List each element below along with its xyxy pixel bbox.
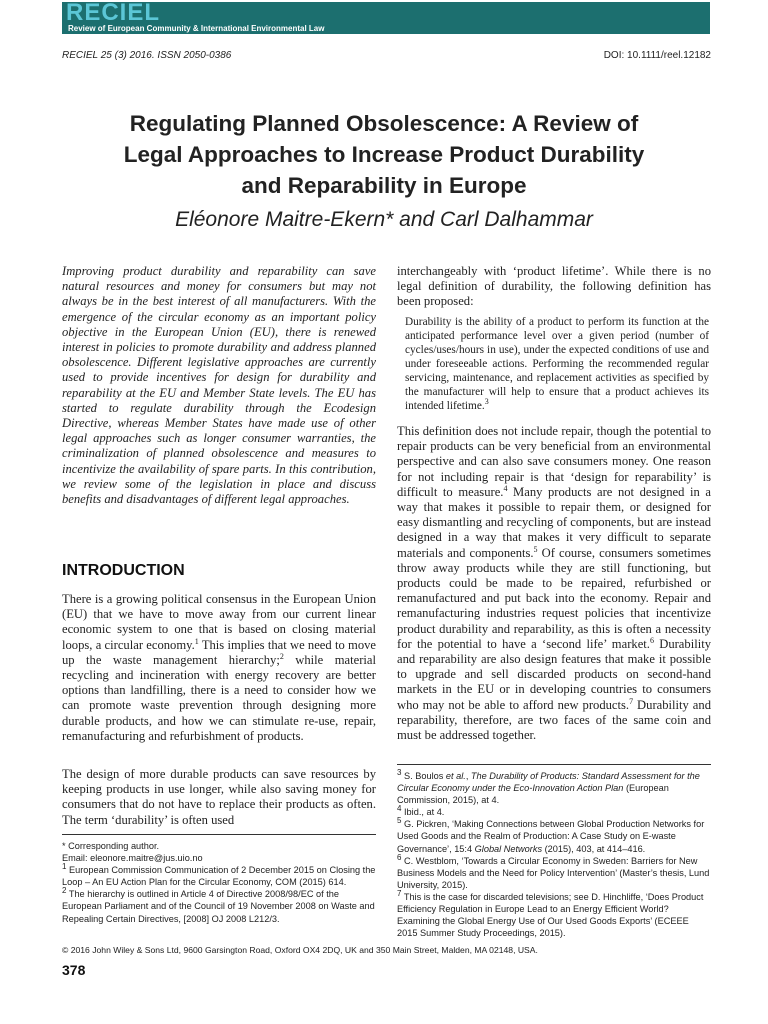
footnote-ref[interactable]: 4 <box>503 483 508 493</box>
footnote-ref[interactable]: 5 <box>533 544 538 554</box>
article-title <box>40 108 728 201</box>
journal-citation: RECIEL 25 (3) 2016. ISSN 2050-0386 <box>62 50 232 61</box>
footnote-divider <box>62 834 376 835</box>
journal-logo: RECIEL <box>66 0 161 26</box>
author-email[interactable]: Email: eleonore.maitre@jus.uio.no <box>62 853 203 864</box>
copyright-notice: © 2016 John Wiley & Sons Ltd, 9600 Garsington Road, Oxford OX4 2DQ, UK and 350 Main Street, Malden, MA 02148, USA. <box>62 945 538 955</box>
intro-paragraph-3: interchangeably with ‘product lifetime’. While there is no legal definition of durability, the following definition has been proposed: <box>397 264 711 309</box>
page-number: 378 <box>62 962 86 978</box>
journal-banner <box>62 2 710 34</box>
footnote-7: $^7$ This is the case for discarded televisions; see D. Hinchliffe, ‘Does Product Efficiency Regulation in Europe Lead to an Energy Efficient World? Examining the Global Energy Use of Our Used Goods Exports’ (ECEEE 2015 Summer Study Proceedings, 2015). <box>397 888 704 939</box>
article-authors: Eléonore Maitre-Ekern* and Carl Dalhammar <box>175 208 593 231</box>
intro-paragraph-1: There is a growing political consensus in the European Union (EU) that we have to move away from our current linear economic system to one that is based on closing material loops, a circular economy.$^1$ This implies that we need to move up the waste management hierarchy;$^2$ while material recycling and incineration with energy recovery are better options than landfilling, there is a need to consider how we can promote waste prevention through designing more durable products, and how we can stimulate re-use, repair, remanufacturing and refurbishment of products. <box>62 592 377 743</box>
footnote-ref[interactable]: 3 <box>484 397 489 407</box>
abstract: Improving product durability and reparability can save natural resources and money for consumers but may not always be in the best interest of all manufacturers. With the emergence of the circular economy as an important policy objective in the European Union (EU), there is renewed interest in policies to promote durability and address planned obsolescence. Different legislative approaches are currently used to provide incentives for design for durability and reparability at the EU and Member State levels. The EU has started to regulate durability through the Ecodesign Directive, whereas Member States have made use of other legal approaches such as longer consumer warranties, the criminalization of planned obsolescence and measures to incentivize the availability of spare parts. In this contribution, we review some of the legislation in place and discuss benefits and disadvantages of different legal approaches. <box>62 264 376 507</box>
footnote-ref[interactable]: 2 <box>279 651 284 661</box>
durability-definition-quote: Durability is the ability of a product to perform its function at the anticipated performance level over a given period (number of cycles/uses/hours in use), under the expected conditions of use and under foreseeable actions. Performing the recommended regular servicing, maintenance, and replacement activities as specified by the manufacturer will help to ensure that a product achieves its intended lifetime.$^3$ <box>405 316 709 412</box>
section-heading-introduction: INTRODUCTION <box>62 562 185 579</box>
footnotes-left <box>62 840 376 925</box>
footnote-3: $^3$ S. Boulos et al., The Durability of Products: Standard Assessment for the Circular Economy under the Eco-Innovation Action Plan (European Commission, 2015), at 4. <box>397 767 700 806</box>
intro-paragraph-4: This definition does not include repair, though the potential to repair products can be very beneficial from an environmental perspective and can also save consumers money. One reason for not including repair is that ‘design for reparability’ is difficult to measure.$^4$ Many products are not designed in a way that makes it possible to repair them, or designed for easy dismantling and recycling of components, but are instead designed in a way that makes it very difficult to separate materials and components.$^5$ Of course, consumers sometimes throw away products while they are still functioning, but products could be made to be repaired, refurbished or remanufactured and put back into the economy. Repair and remanufacturing industries request policies that incentivize product durability and reparability, as this is often a necessity for the potential to have a ‘second life’ market.$^6$ Durability and reparability are also design features that make it possible to upgrade and sell discarded products on second-hand markets in the EU or in developing countries to consumers who may not be able to afford new products.$^7$ Durability and reparability, therefore, are two faces of the same coin and must be addressed together. <box>397 424 711 743</box>
title-line: Legal Approaches to Increase Product Durability <box>123 142 645 167</box>
title-line: Regulating Planned Obsolescence: A Review of <box>129 111 639 136</box>
footnote-2: $^2$ The hierarchy is outlined in Article 4 of Directive 2008/98/EC of the European Parliament and of the Council of 19 November 2008 on Waste and Repealing Certain Directives, [2008] OJ 2008 L212/3. <box>62 886 375 924</box>
footnote-ref[interactable]: 1 <box>194 636 199 646</box>
footnote-5: $^5$ G. Pickren, ‘Making Connections between Global Production Networks for Used Goods and the Realm of Production: A Case Study on E-waste Governance’, 15:4 Global Networks (2015), 403, at 414–416. <box>397 816 705 854</box>
article-doi: DOI: 10.1111/reel.12182 <box>603 50 711 61</box>
intro-paragraph-2: The design of more durable products can save resources by keeping products in use longer, while also saving money for consumers that do not have to replace their products as often. The term ‘durability’ is often used <box>62 767 376 827</box>
title-line: and Reparability in Europe <box>241 173 527 198</box>
footnote-1: $^1$ European Commission Communication of 2 December 2015 on Closing the Loop – An EU Action Plan for the Circular Economy, COM (2015) 614. <box>62 862 376 888</box>
footnote-ref[interactable]: 6 <box>649 635 654 645</box>
footnote-6: $^6$ C. Westblom, ‘Towards a Circular Economy in Sweden: Barriers for New Business Models and the Need for Policy Intervention’ (Master’s thesis, Lund University, 2015). <box>397 852 710 890</box>
corresponding-author-note: * Corresponding author. <box>62 841 160 851</box>
footnote-ref[interactable]: 7 <box>629 696 634 706</box>
footnote-4: $^4$ Ibid., at 4. <box>397 804 445 818</box>
footnotes-right <box>397 767 711 939</box>
footnote-divider <box>397 764 711 765</box>
journal-subtitle: Review of European Community & International Environmental Law <box>68 24 325 33</box>
